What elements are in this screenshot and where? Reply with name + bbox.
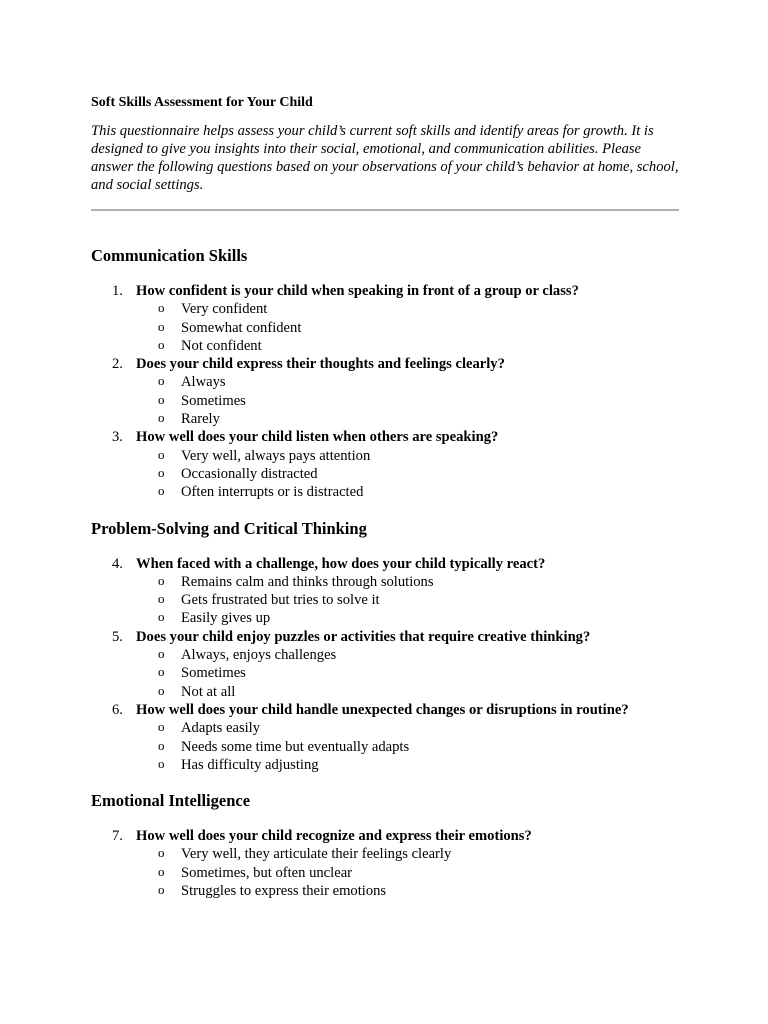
option-text: Rarely <box>181 411 220 428</box>
bullet-icon: o <box>158 863 165 879</box>
question-text: How well does your child recognize and express their emotions? <box>136 828 532 845</box>
answer-option <box>136 410 679 428</box>
intro-paragraph: This questionnaire helps assess your child’s current soft skills and identify areas for growth. It is designed to give you insights into their social, emotional, and communication abilities. Please answer the following questions based on your observations of your child’s behavior at home, school, and social settings. <box>91 123 679 193</box>
bullet-icon: o <box>158 336 165 352</box>
question-number: 4. <box>112 555 123 572</box>
question-item <box>91 428 679 501</box>
question-number: 3. <box>112 429 123 446</box>
option-text: Occasionally distracted <box>181 465 318 482</box>
option-text: Always, enjoys challenges <box>181 647 337 664</box>
option-text: Sometimes <box>181 392 246 409</box>
question-number: 5. <box>112 628 123 645</box>
bullet-icon: o <box>158 682 165 698</box>
option-text: Needs some time but eventually adapts <box>181 738 410 755</box>
answer-option <box>136 373 679 391</box>
answer-options <box>136 719 679 774</box>
bullet-icon: o <box>158 664 165 680</box>
option-text: Gets frustrated but tries to solve it <box>181 592 380 609</box>
question-item <box>91 827 679 900</box>
section-heading-problem-solving: Problem-Solving and Critical Thinking <box>91 518 367 538</box>
option-text: Often interrupts or is distracted <box>181 484 364 501</box>
bullet-icon: o <box>158 373 165 389</box>
question-item <box>91 282 679 355</box>
answer-option <box>136 392 679 410</box>
question-item <box>91 701 679 774</box>
answer-option <box>136 609 679 627</box>
bullet-icon: o <box>158 737 165 753</box>
section-heading-emotional-intelligence: Emotional Intelligence <box>91 791 251 811</box>
answer-option <box>136 738 679 756</box>
question-number: 2. <box>112 356 123 373</box>
option-text: Very well, always pays attention <box>181 447 371 464</box>
answer-option <box>136 683 679 701</box>
option-text: Easily gives up <box>181 610 271 627</box>
option-text: Not confident <box>181 337 262 354</box>
answer-option <box>136 646 679 664</box>
answer-options <box>136 300 679 355</box>
bullet-icon: o <box>158 572 165 588</box>
question-list <box>91 555 679 775</box>
bullet-icon: o <box>158 318 165 334</box>
answer-option <box>136 465 679 483</box>
question-list <box>91 827 679 900</box>
answer-option <box>136 591 679 609</box>
question-item <box>91 555 679 628</box>
option-text: Remains calm and thinks through solutions <box>181 573 434 590</box>
question-item <box>91 628 679 701</box>
answer-option <box>136 845 679 863</box>
answer-options <box>136 573 679 628</box>
section-heading-communication: Communication Skills <box>91 246 248 265</box>
answer-option <box>136 337 679 355</box>
document-page <box>91 94 679 900</box>
question-text: How confident is your child when speaking in front of a group or class? <box>136 283 579 299</box>
bullet-icon: o <box>158 719 165 735</box>
answer-option <box>136 864 679 882</box>
option-text: Somewhat confident <box>181 319 302 336</box>
question-text: How well does your child listen when others are speaking? <box>136 429 499 446</box>
answer-options <box>136 447 679 502</box>
bullet-icon: o <box>158 591 165 607</box>
bullet-icon: o <box>158 845 165 861</box>
horizontal-divider <box>91 209 679 211</box>
answer-option <box>136 756 679 774</box>
bullet-icon: o <box>158 410 165 426</box>
option-text: Sometimes <box>181 665 246 682</box>
question-text: When faced with a challenge, how does your child typically react? <box>136 555 546 572</box>
bullet-icon: o <box>158 483 165 499</box>
bullet-icon: o <box>158 755 165 771</box>
option-text: Has difficulty adjusting <box>181 756 319 773</box>
question-item <box>91 355 679 428</box>
bullet-icon: o <box>158 391 165 407</box>
answer-option <box>136 573 679 591</box>
question-text: Does your child express their thoughts and feelings clearly? <box>136 356 505 373</box>
option-text: Very confident <box>181 301 268 318</box>
question-list <box>91 282 679 502</box>
option-text: Not at all <box>181 683 236 700</box>
question-text: How well does your child handle unexpected changes or disruptions in routine? <box>136 701 629 718</box>
bullet-icon: o <box>158 464 165 480</box>
option-text: Sometimes, but often unclear <box>181 864 353 881</box>
document-title: Soft Skills Assessment for Your Child <box>91 95 313 110</box>
bullet-icon: o <box>158 646 165 662</box>
bullet-icon: o <box>158 882 165 898</box>
answer-option <box>136 447 679 465</box>
option-text: Very well, they articulate their feelings clearly <box>181 846 452 863</box>
answer-options <box>136 646 679 701</box>
option-text: Always <box>181 374 226 391</box>
answer-option <box>136 319 679 337</box>
question-number: 6. <box>112 701 123 718</box>
answer-option <box>136 719 679 737</box>
question-number: 7. <box>112 828 123 845</box>
bullet-icon: o <box>158 300 165 316</box>
answer-option <box>136 483 679 501</box>
bullet-icon: o <box>158 609 165 625</box>
answer-options <box>136 373 679 428</box>
answer-option <box>136 300 679 318</box>
answer-option <box>136 664 679 682</box>
option-text: Struggles to express their emotions <box>181 883 387 900</box>
question-number: 1. <box>112 283 123 299</box>
bullet-icon: o <box>158 446 165 462</box>
question-text: Does your child enjoy puzzles or activities that require creative thinking? <box>136 628 591 645</box>
answer-options <box>136 845 679 900</box>
answer-option <box>136 882 679 900</box>
option-text: Adapts easily <box>181 720 261 737</box>
